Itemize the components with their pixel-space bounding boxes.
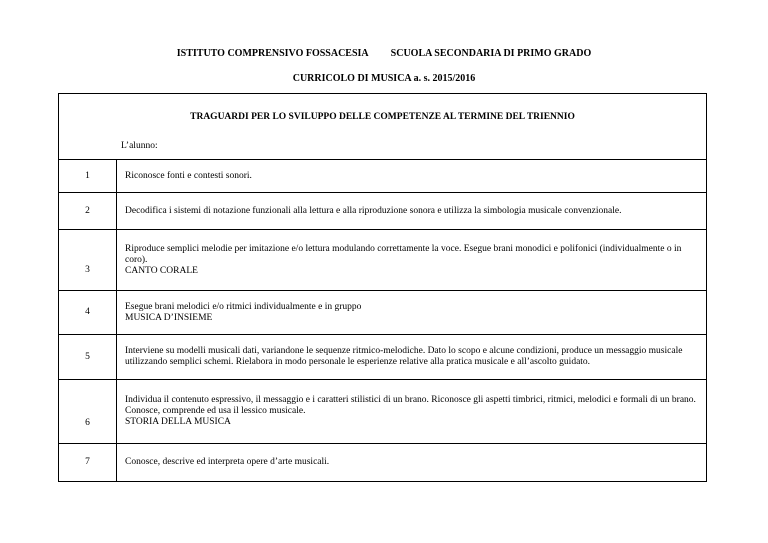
table-title-row <box>59 94 707 142</box>
row-text-line: CANTO CORALE <box>125 265 198 276</box>
school-name: ISTITUTO COMPRENSIVO FOSSACESIA <box>176 48 369 59</box>
table-row <box>59 335 707 380</box>
row-number: 4 <box>59 291 117 335</box>
row-number: 7 <box>59 444 117 482</box>
table-row <box>59 193 707 230</box>
table-intro-row <box>59 141 707 160</box>
row-text-line: Riproduce semplici melodie per imitazione e/o lettura modulando correttamente la voce. Esegue brani monodici e polifonici (individualmente o in coro). <box>125 243 682 265</box>
table-title: TRAGUARDI PER LO SVILUPPO DELLE COMPETENZE AL TERMINE DEL TRIENNIO <box>59 94 707 142</box>
row-text-line: Interviene su modelli musicali dati, variandone le sequenze ritmico-melodiche. Dato lo scopo e alcune condizioni, produce un messaggio musicale utilizzando semplici schemi. Rielabora in modo personale le esperienze relative alla pratica musicale e all’ascolto guidato. <box>125 346 683 367</box>
table-intro: L’alunno: <box>59 141 707 160</box>
row-text-line: Individua il contenuto espressivo, il messaggio e i caratteri stilistici di un brano. Riconosce gli aspetti timbrici, ritmici, melodici e formali di un brano. Conosce, comprende ed usa il lessico musicale. <box>125 395 696 416</box>
row-text <box>117 335 707 380</box>
school-level: SCUOLA SECONDARIA DI PRIMO GRADO <box>390 48 592 59</box>
row-text-line: MUSICA D’INSIEME <box>125 312 213 323</box>
row-text <box>117 444 707 482</box>
row-text-line: Decodifica i sistemi di notazione funzionali alla lettura e alla riproduzione sonora e utilizza la simbologia musicale convenzionale. <box>125 205 622 216</box>
row-text-line: Esegue brani melodici e/o ritmici individualmente e in gruppo <box>125 301 362 312</box>
row-number: 6 <box>59 380 117 444</box>
row-number: 2 <box>59 193 117 230</box>
competences-table <box>58 93 707 482</box>
row-text-line: Riconosce fonti e contesti sonori. <box>125 170 252 181</box>
row-number: 1 <box>59 160 117 193</box>
curriculum-title: CURRICOLO DI MUSICA a. s. 2015/2016 <box>292 73 476 84</box>
row-text <box>117 193 707 230</box>
row-text-line: STORIA DELLA MUSICA <box>125 417 231 427</box>
table-row <box>59 380 707 444</box>
table-row <box>59 291 707 335</box>
row-number: 5 <box>59 335 117 380</box>
row-text <box>117 291 707 335</box>
table-row <box>59 230 707 291</box>
document-header <box>0 48 768 59</box>
table-row <box>59 444 707 482</box>
row-text-line: Conosce, descrive ed interpreta opere d’arte musicali. <box>125 457 330 467</box>
row-text <box>117 380 707 444</box>
row-number: 3 <box>59 230 117 291</box>
row-text <box>117 160 707 193</box>
row-text <box>117 230 707 291</box>
table-row <box>59 160 707 193</box>
